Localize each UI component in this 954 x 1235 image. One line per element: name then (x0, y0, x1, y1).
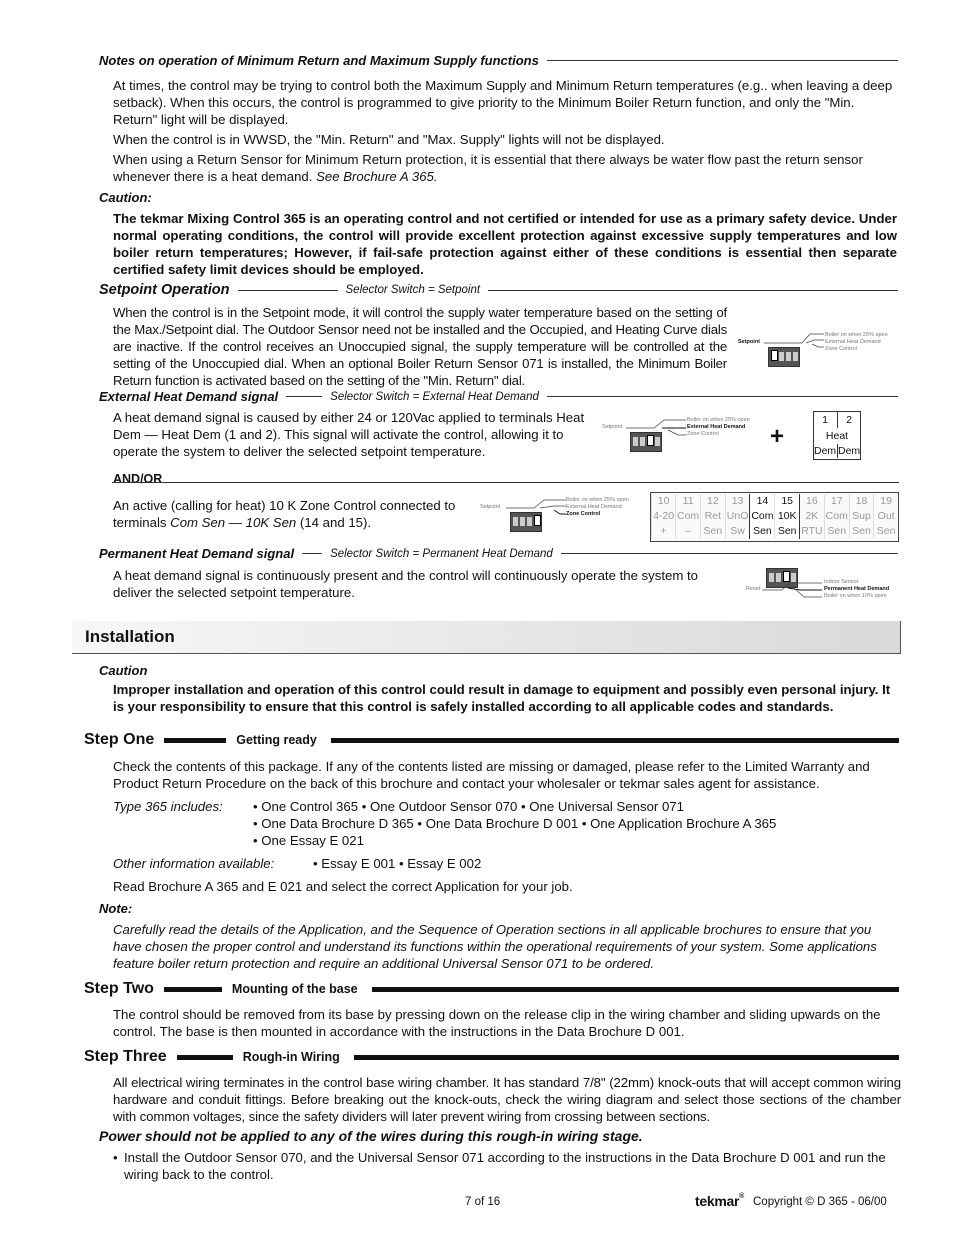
heading-rule (547, 60, 898, 61)
terminal-strip (650, 492, 899, 542)
terminal-14-sublabel: Sen (750, 524, 775, 539)
step-three-text: All electrical wiring terminates in the control base wiring chamber. It has standard 7/8" (22mm) knock-outs that will accept common wiring hardware and conduit fittings. Before breaking out the knock-outs, check the wiring diagram and select those sections of the chamber with common voltages, since the safety dividers will later prevent wiring from crossing between sections. (113, 1075, 901, 1124)
heading-bar (331, 738, 899, 743)
diagram-label-2: External Heat Demand (566, 504, 622, 510)
diagram-label-1: Indoor Sensor (824, 579, 859, 585)
diagram-leader-lines (624, 416, 690, 438)
diagram-label-2: Permanent Heat Demand (824, 586, 890, 592)
andor-text-a: An active (calling for heat) 10 K Zone Control connected to terminals (113, 498, 456, 530)
diagram-label-1: Boiler on when 25% open (825, 332, 888, 338)
step-one-heading-row (84, 731, 899, 749)
copyright: Copyright © D 365 - 06/00 (753, 1196, 887, 1208)
notes-p3-text: When using a Return Sensor for Minimum Return protection, it is essential that there always be water flow past the return sensor whenever there is a heat demand. (113, 152, 863, 184)
terminal-14-label: Com (751, 510, 774, 522)
diagram-label-1: Boiler on when 25% open (566, 497, 629, 503)
terminal-sub: Dem (838, 445, 861, 457)
logo-text: tekmar (695, 1193, 740, 1209)
step-two-title: Step Two (84, 980, 154, 997)
terminal-17-number: 17 (824, 494, 849, 509)
selector-switch (768, 347, 800, 367)
diagram-label-1: Boiler on when 25% open (687, 417, 750, 423)
step-three-title: Step Three (84, 1048, 167, 1065)
includes-label: Type 365 includes: (113, 799, 223, 814)
notes-paragraph-1: At times, the control may be trying to control both the Maximum Supply and Minimum Return temperatures (e.g.. when leaving a deep setback). When this occurs, the control is programmed to give priority to the Minimum Boiler Return function, and only the "Min. Return" light will be displayed. (113, 78, 893, 127)
diagram-left-label: Reset (746, 586, 761, 592)
permanent-heading-row (99, 546, 898, 561)
switch-toggle (779, 352, 784, 361)
heading-rule (488, 290, 898, 291)
includes-item-1: • One Control 365 • One Outdoor Sensor 070 • One Universal Sensor 071 (253, 799, 684, 814)
diagram-label-3: Zone Control (825, 346, 857, 352)
andor-switch-diagram (480, 496, 645, 536)
step-one-paragraph: Check the contents of this package. If any of the contents listed are missing or damaged, please refer to the Limited Warranty and Product Return Procedure on the back of this brochure and contact your wholesaler or tekmar sales agent for assistance. (113, 759, 870, 791)
page-number: 7 of 16 (465, 1196, 501, 1208)
external-heading: External Heat Demand signal (99, 389, 279, 404)
step-two-text: The control should be removed from its base by pressing down on the release clip in the wiring chamber and sliding upwards on the control. The base is then mounted in accordance with the instructions in the Data Brochure D 001. (113, 1007, 881, 1039)
terminal-13-number: 13 (725, 494, 750, 509)
terminal-19-label: Out (874, 509, 898, 524)
terminal-12-sublabel: Sen (701, 524, 726, 539)
diagram-label-3: Zone Control (687, 431, 719, 437)
terminal-15-label: 10K (775, 509, 800, 524)
step-three-bullet (113, 1149, 901, 1183)
external-heading-row (99, 389, 898, 404)
caution-text: The tekmar Mixing Control 365 is an operating control and not certified or intended for use as a primary safety device. Under normal operating conditions, the control will provide excellent protection against excessive supply temperatures and low boiler return temperatures; However, if fail-safe protection against either of these conditions is essential then separate certified safety limit devices should be employed. (113, 211, 897, 277)
heading-bar (354, 1055, 899, 1060)
diagram-leader-lines (760, 580, 826, 604)
permanent-switch-diagram (744, 566, 899, 606)
step-three-heading-row (84, 1048, 899, 1066)
terminal-18-sublabel: Sen (849, 524, 874, 539)
permanent-heading: Permanent Heat Demand signal (99, 546, 295, 561)
switch-toggle (786, 352, 791, 361)
switch-toggle (513, 517, 518, 526)
terminal-14-number: 14 (750, 494, 775, 509)
terminal-19-number: 19 (874, 494, 898, 509)
terminal-19-sublabel: Sen (874, 524, 898, 539)
installation-caution-text: Improper installation and operation of this control could result in damage to equipment and possibly even personal injury. It is your responsibility to ensure that this control is safely installed according to all applicable codes and standards. (113, 682, 891, 714)
switch-toggle (527, 517, 532, 526)
terminal-sub: Dem (814, 445, 837, 457)
switch-toggle (771, 350, 778, 361)
terminal-16-label: 2K (799, 509, 824, 524)
step-two-subtitle: Mounting of the base (231, 982, 358, 996)
rough-in-warning: Power should not be applied to any of the wires during this rough-in wiring stage. (99, 1128, 643, 1144)
diagram-leader-lines (762, 330, 828, 350)
terminal-16-sublabel: RTU (801, 525, 823, 537)
diagram-leader-lines (504, 496, 570, 518)
external-switch-diagram (602, 416, 762, 456)
heading-rule (302, 553, 322, 554)
step-one-read-brochure: Read Brochure A 365 and E 021 and select the correct Application for your job. (113, 879, 573, 894)
terminal-18-label: Sup (849, 509, 874, 524)
plus-sign: + (770, 423, 785, 450)
switch-toggle (640, 437, 645, 446)
terminal-15-number: 15 (775, 494, 800, 509)
switch-toggle (633, 437, 638, 446)
heading-rule (547, 396, 898, 397)
step-one-title: Step One (84, 731, 155, 748)
installation-caution-heading: Caution (99, 663, 148, 678)
terminal-16-number: 16 (799, 494, 824, 509)
notes-heading-row (99, 53, 898, 68)
terminal-17-label: Com (825, 510, 848, 522)
switch-toggle (655, 437, 660, 446)
heading-bar (164, 738, 226, 743)
diagram-left-label: Setpoint (480, 504, 501, 510)
setpoint-switch-diagram (736, 330, 901, 370)
terminal-label: Heat (825, 430, 849, 442)
terminal-11-sublabel: – (676, 524, 701, 539)
note-text: Carefully read the details of the Application, and the Sequence of Operation sections in all applicable brochures to ensure that you have chosen the proper control and understand its functions within the operational requirements of your system. Some applications feature boiler return protection and require an additional Universal Sensor 071 to be ordered. (113, 922, 877, 971)
permanent-text: A heat demand signal is continuously present and the control will continuously operate the system to deliver the selected setpoint temperature. (113, 568, 698, 600)
terminal-11-number: 11 (676, 494, 701, 509)
andor-text (113, 497, 473, 531)
terminal-12-number: 12 (701, 494, 726, 509)
terminal-10-sublabel: + (652, 524, 676, 539)
notes-paragraph-3 (113, 151, 899, 185)
permanent-selector: Selector Switch = Permanent Heat Demand (330, 547, 553, 560)
diagram-label-3: Boiler on when 10% open (824, 593, 887, 599)
switch-toggle (520, 517, 525, 526)
heat-dem-terminals (813, 411, 861, 460)
step-three-subtitle: Rough-in Wiring (242, 1050, 340, 1064)
notes-paragraph-2: When the control is in WWSD, the "Min. Return" and "Max. Supply" lights will not be displayed. (113, 132, 665, 147)
terminal-17-sublabel: Sen (824, 524, 849, 539)
heading-bar (372, 987, 899, 992)
terminal-10-label: 4-20 (653, 510, 675, 522)
heading-bar (164, 987, 222, 992)
includes-item-2: • One Data Brochure D 365 • One Data Brochure D 001 • One Application Brochure A 365 (253, 816, 777, 831)
setpoint-heading: Setpoint Operation (99, 282, 230, 298)
step-two-heading-row (84, 980, 899, 998)
heading-rule (561, 553, 898, 554)
terminal-13-label: UnO (726, 510, 749, 522)
step-three-bullet-text: Install the Outdoor Sensor 070, and the Universal Sensor 071 according to the instructions in the Data Brochure D 001 and run the wiring back to the control. (124, 1150, 886, 1182)
includes-item-3: • One Essay E 021 (253, 833, 364, 848)
setpoint-text: When the control is in the Setpoint mode, it will control the supply water temperature based on the setting of the Max./Setpoint dial. The Outdoor Sensor need not be installed and the Occupied, and Heating Curve dials are inactive. If the control receives an Unoccupied signal, the supply temperature will be controlled at the setting of the Unoccupied dial. When an optional Boiler Return Sensor 071 is installed, the Minimum Boiler Return function is activated based on the setting of the "Min. Return" dial. (113, 305, 727, 388)
external-text: A heat demand signal is caused by either 24 or 120Vac applied to terminals Heat Dem — Heat Dem (1 and 2). This signal will activate the control, allowing it to operate the system to deliver the selected setpoint temperature. (113, 410, 585, 459)
notes-p3-ref: See Brochure A 365. (316, 169, 438, 184)
bullet-dot: • (113, 1150, 118, 1165)
terminal-10-number: 10 (652, 494, 676, 509)
terminal-18-number: 18 (849, 494, 874, 509)
switch-toggle (793, 352, 798, 361)
andor-rule (112, 482, 899, 483)
installation-title: Installation (85, 627, 175, 646)
setpoint-heading-row (99, 282, 898, 298)
terminal-15-sublabel: Sen (775, 524, 800, 539)
terminal-13-sublabel: Sw (725, 524, 750, 539)
diagram-label-2: External Heat Demand (687, 424, 746, 430)
other-info-label: Other information available: (113, 856, 275, 871)
tekmar-logo: tekmar® (695, 1193, 744, 1209)
andor-text-c: (14 and 15). (296, 515, 372, 530)
heading-rule (286, 396, 322, 397)
terminal-11-label: Com (677, 510, 700, 522)
caution-heading: Caution: (99, 190, 152, 205)
diagram-left-label: Setpoint (602, 424, 623, 430)
setpoint-selector: Selector Switch = Setpoint (345, 284, 481, 296)
andor-text-terminals: Com Sen — 10K Sen (170, 515, 297, 530)
terminal-strip-table (651, 494, 898, 539)
terminal-number: 2 (837, 412, 860, 428)
note-heading: Note: (99, 901, 133, 916)
step-one-subtitle: Getting ready (236, 733, 317, 747)
diagram-left-label: Setpoint (738, 339, 760, 345)
external-selector: Selector Switch = External Heat Demand (330, 390, 539, 403)
other-info-items: • Essay E 001 • Essay E 002 (313, 856, 482, 871)
terminal-number: 1 (822, 414, 828, 426)
terminal-12-label: Ret (701, 509, 726, 524)
installation-section-bar (72, 621, 901, 654)
heading-rule (238, 290, 338, 291)
heading-bar (177, 1055, 233, 1060)
notes-heading: Notes on operation of Minimum Return and Maximum Supply functions (99, 53, 539, 68)
diagram-label-3: Zone Control (566, 511, 601, 517)
andor-heading: AND/OR (113, 472, 163, 486)
diagram-label-2: External Heat Demand (825, 339, 881, 345)
